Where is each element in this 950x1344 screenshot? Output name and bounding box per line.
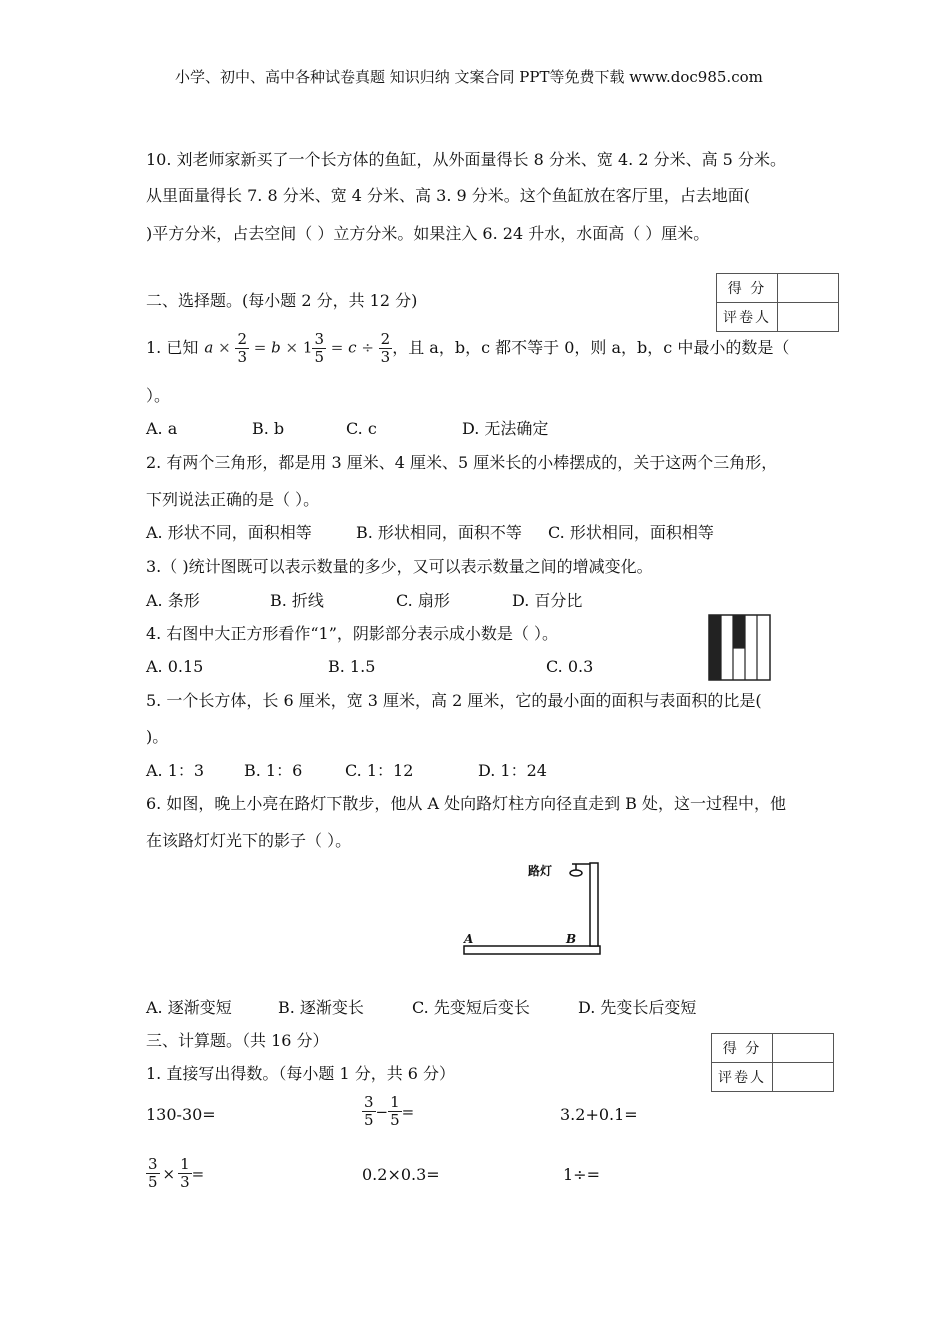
s2-q1-option-d[interactable]: D. 无法确定 (462, 419, 549, 438)
op-times: × (218, 338, 231, 356)
score-value-cell-2[interactable] (773, 1034, 834, 1063)
s2-q1-option-b[interactable]: B. b (252, 419, 285, 438)
s2-q2-option-a[interactable]: A. 形状不同，面积相等 (146, 523, 312, 542)
s2-q5-option-b[interactable]: B. 1：6 (244, 761, 303, 780)
score-table-section3 (711, 1033, 834, 1092)
op-times-2: × (285, 338, 299, 356)
s2-q6-option-b[interactable]: B. 逐渐变长 (278, 998, 364, 1017)
grader-label-2: 评卷人 (712, 1063, 773, 1092)
grader-value-cell-2[interactable] (773, 1063, 834, 1092)
q10-line1: 10. 刘老师家新买了一个长方体的鱼缸，从外面量得长 8 分米、宽 4. 2 分米、高 5 分米。 (146, 150, 786, 169)
op-equals-2: = (330, 338, 344, 356)
var-b: b (271, 338, 281, 356)
calc2-op: − (375, 1102, 389, 1121)
s2-q4-option-b[interactable]: B. 1.5 (328, 657, 376, 676)
score-label: 得 分 (717, 274, 778, 303)
var-a: a (204, 338, 214, 356)
shaded-strip (709, 615, 721, 680)
s2-q1-equation (204, 331, 392, 366)
s2-q2-option-c[interactable]: C. 形状相同，面积相等 (548, 523, 714, 542)
calc-item-2 (362, 1094, 414, 1129)
calc-item-6: 1÷= (563, 1165, 600, 1184)
calc4-frac-a: $\frac{3}{5}$ (148, 1155, 158, 1191)
ground (464, 946, 600, 954)
s2-q1-suffix: ，且 a，b，c 都不等于 0，则 a，b，c 中最小的数是（ (392, 338, 790, 357)
calc4-eq: = (191, 1164, 205, 1183)
calc2-eq: = (401, 1102, 415, 1121)
s2-q1-cont: ）。 (146, 386, 171, 405)
q10-line2: 从里面量得长 7. 8 分米、宽 4 分米、高 3. 9 分米。这个鱼缸放在客厅里，占去地面( (146, 186, 751, 205)
s2-q3-option-b[interactable]: B. 折线 (270, 591, 324, 610)
calc4-frac-b: $\frac{1}{3}$ (180, 1155, 190, 1191)
section2-title: 二、选择题。(每小题 2 分，共 12 分) (146, 291, 418, 310)
s2-q1-prefix: 1. 已知 (146, 338, 199, 357)
s2-q1-line1 (146, 326, 789, 370)
s2-q6-option-a[interactable]: A. 逐渐变短 (146, 998, 232, 1017)
score-label-2: 得 分 (712, 1034, 773, 1063)
s2-q5-option-d[interactable]: D. 1：24 (478, 761, 547, 780)
s2-q5-option-a[interactable]: A. 1：3 (146, 761, 205, 780)
op-divide: ÷ (361, 338, 374, 356)
fraction-2-3-b: $\frac{2}{3}$ (380, 329, 391, 366)
var-c: c (348, 338, 357, 356)
s2-q3-option-d[interactable]: D. 百分比 (512, 591, 583, 610)
calc4-op: × (162, 1164, 176, 1183)
calc2-frac-b: $\frac{1}{5}$ (390, 1093, 400, 1129)
calc-item-5: 0.2×0.3= (362, 1165, 440, 1184)
s2-q6-option-d[interactable]: D. 先变长后变短 (578, 998, 697, 1017)
s2-q2-line1: 2. 有两个三角形，都是用 3 厘米、4 厘米、5 厘米长的小棒摆成的，关于这两个三角形， (146, 453, 778, 472)
calc-item-4 (146, 1156, 204, 1191)
q10-line3: )平方分米，占去空间（ ）立方分米。如果注入 6. 24 升水，水面高（ ）厘米。 (146, 224, 710, 243)
s2-q3-line1: 3.（ )统计图既可以表示数量的多少，又可以表示数量之间的增减变化。 (146, 557, 653, 576)
s2-q6-option-c[interactable]: C. 先变短后变长 (412, 998, 530, 1017)
calc-item-1: 130-30= (146, 1105, 216, 1124)
street-lamp-figure (462, 858, 602, 958)
s2-q4-option-c[interactable]: C. 0.3 (546, 657, 594, 676)
s2-q1-option-c[interactable]: C. c (346, 419, 377, 438)
s2-q4-option-a[interactable]: A. 0.15 (146, 657, 204, 676)
s2-q4-line1: 4. 右图中大正方形看作“1”，阴影部分表示成小数是（ ）。 (146, 624, 558, 643)
s2-q3-option-c[interactable]: C. 扇形 (396, 591, 450, 610)
page-header: 小学、初中、高中各种试卷真题 知识归纳 文案合同 PPT等免费下载 www.doc985.com (175, 68, 763, 86)
s2-q5-option-c[interactable]: C. 1：12 (345, 761, 414, 780)
grader-label: 评卷人 (717, 303, 778, 332)
score-table-section2 (716, 273, 839, 332)
op-equals: = (253, 338, 267, 356)
fraction-2-3: $\frac{2}{3}$ (237, 329, 247, 366)
s2-q3-option-a[interactable]: A. 条形 (146, 591, 200, 610)
s2-q2-option-b[interactable]: B. 形状相同，面积不等 (356, 523, 522, 542)
calc2-frac-a: $\frac{3}{5}$ (364, 1093, 374, 1129)
point-a-label: A (464, 932, 474, 946)
point-b-label: B (566, 932, 577, 946)
s2-q6-line1: 6. 如图，晚上小亮在路灯下散步，他从 A 处向路灯柱方向径直走到 B 处，这一过程中，他 (146, 794, 787, 813)
mixed-whole: 1 (302, 338, 313, 356)
s2-q5-line1: 5. 一个长方体，长 6 厘米，宽 3 厘米，高 2 厘米，它的最小面的面积与表面积的比是( (146, 691, 762, 710)
lamp-bulb (570, 870, 582, 876)
calc-item-3: 3.2+0.1= (560, 1105, 638, 1124)
s2-q2-line2: 下列说法正确的是（ ）。 (146, 490, 320, 509)
lamp-label: 路灯 (528, 864, 553, 878)
s2-q6-line2: 在该路灯灯光下的影子（ ）。 (146, 831, 352, 850)
s3-q1-title: 1. 直接写出得数。（每小题 1 分，共 6 分） (146, 1064, 456, 1083)
decimal-square-figure (708, 614, 772, 682)
s2-q1-option-a[interactable]: A. a (146, 419, 178, 438)
s2-q5-line2: )。 (146, 727, 169, 746)
fraction-3-5: $\frac{3}{5}$ (314, 329, 324, 366)
section3-title: 三、计算题。（共 16 分） (146, 1031, 329, 1050)
lamp-pole (590, 863, 598, 946)
score-value-cell[interactable] (778, 274, 839, 303)
shaded-half-strip (733, 615, 745, 648)
